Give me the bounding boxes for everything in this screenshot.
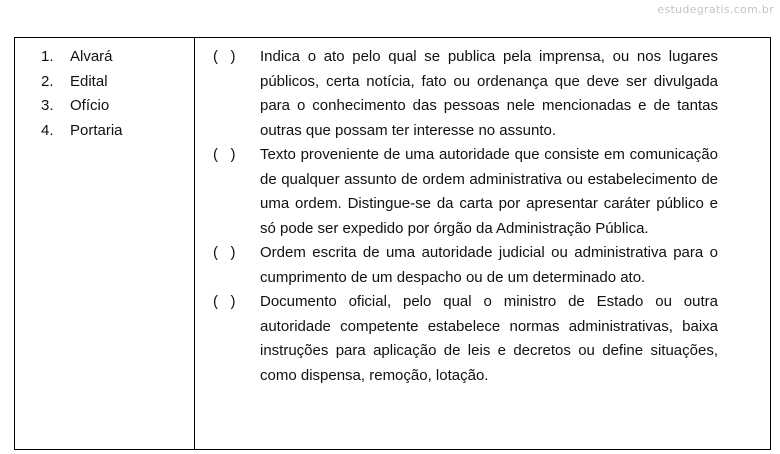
- answer-blank: ( ): [213, 146, 236, 163]
- description-item: [195, 45, 770, 143]
- option-label: Edital: [70, 72, 108, 90]
- matching-table: [14, 37, 771, 450]
- description-text: Documento oficial, pelo qual o ministro de Estado ou outra autoridade competente estabelece normas administrativas, baixa instruções para aplicação de leis e decretos ou define situações, como dispensa, remoção, lotação.: [260, 293, 718, 384]
- answer-blank: ( ): [213, 48, 236, 65]
- option-label: Ofício: [70, 97, 110, 114]
- description-item: [195, 241, 770, 290]
- option-item: [15, 70, 194, 95]
- option-number: 2.: [41, 72, 54, 90]
- description-item: [195, 143, 770, 241]
- description-item: [195, 290, 770, 388]
- option-number: 4.: [41, 121, 54, 139]
- option-number: 3.: [41, 97, 54, 114]
- option-number: 1.: [41, 48, 54, 65]
- answer-blank: ( ): [213, 244, 236, 261]
- description-text: Ordem escrita de uma autoridade judicial ou administrativa para o cumprimento de um despacho ou de um determinado ato.: [260, 244, 718, 286]
- option-item: [15, 94, 194, 119]
- options-list: [15, 45, 194, 143]
- option-label: Alvará: [70, 48, 113, 65]
- description-text: Texto proveniente de uma autoridade que consiste em comunicação de qualquer assunto de ordem administrativa ou estabelecimento de uma ordem. Distingue-se da carta por apresentar caráter público e só pode ser expedido por órgão da Administração Pública.: [260, 146, 718, 237]
- option-item: [15, 119, 194, 144]
- options-column: [15, 45, 194, 143]
- option-label: Portaria: [70, 121, 123, 139]
- descriptions-column: [195, 45, 770, 388]
- watermark: estudegratis.com.br: [657, 3, 774, 16]
- answer-blank: ( ): [213, 293, 236, 310]
- description-text: Indica o ato pelo qual se publica pela imprensa, ou nos lugares públicos, certa notícia, fato ou ordenança que deve ser divulgada para o conhecimento das pessoas nele mencionadas e de tantas outras que possam ter interesse no assunto.: [260, 48, 718, 139]
- option-item: [15, 45, 194, 70]
